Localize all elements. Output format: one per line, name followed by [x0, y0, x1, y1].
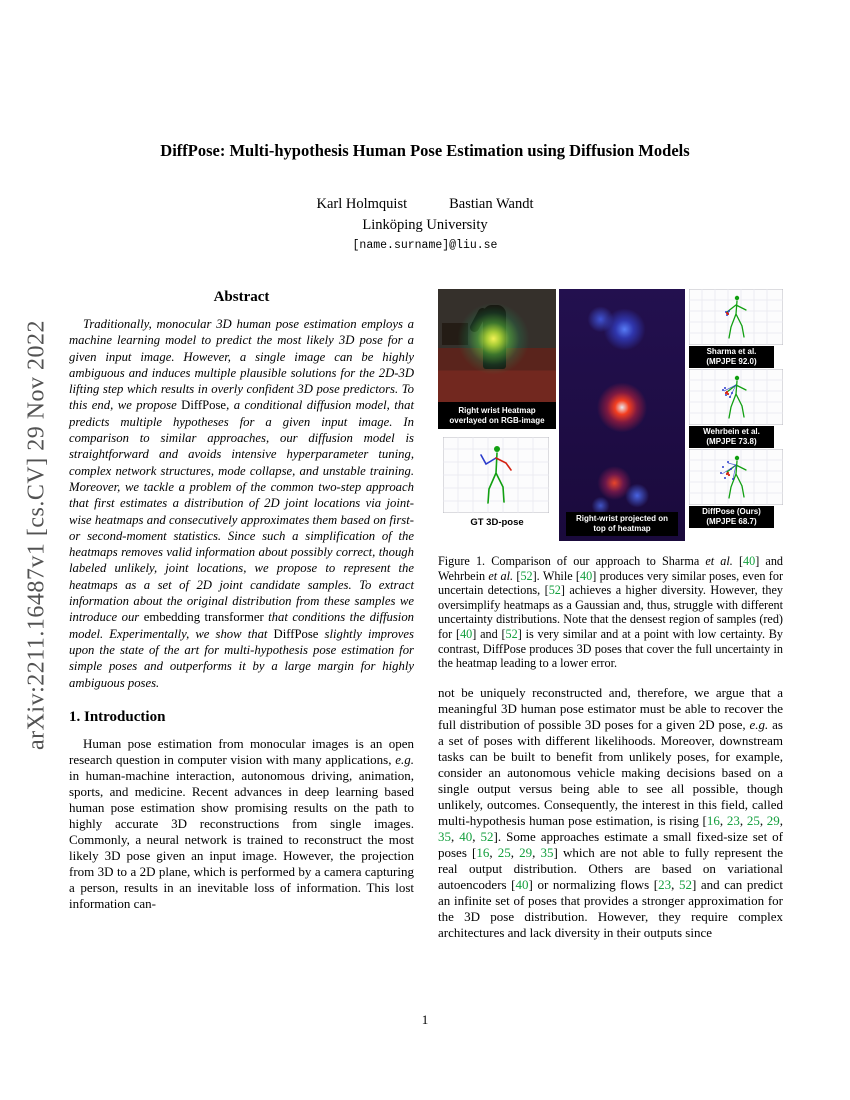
citation-link[interactable]: 52 — [548, 583, 561, 598]
page-number: 1 — [421, 1012, 429, 1027]
citation-link[interactable]: 52 — [505, 626, 518, 641]
text-run: , — [532, 844, 541, 860]
rgb-heatmap-image — [438, 289, 556, 402]
citation-link[interactable]: 29 — [766, 812, 780, 828]
citation-link[interactable]: 52 — [678, 876, 692, 892]
text-run: Traditionally, monocular 3D human pose estimation employs a machine learning model to predict the most likely 3D pose for a given input image. However, a single image can be highly ambiguous and induces multiple plausible solutions for the 2D-3D lifting step which results in overly confident 3D pose predictors. To this end, we propose — [69, 317, 414, 413]
citation-link[interactable]: 40 — [743, 554, 756, 568]
author-email: [name.surname]@liu.se — [352, 239, 498, 252]
text-run: ]. Some approaches estimate a small fixed-size set of poses [ — [438, 828, 784, 860]
text-run: [ — [513, 568, 521, 583]
text-run: ] produces very similar poses, even for uncertain detections, [ — [438, 568, 784, 598]
citation-link[interactable]: 23 — [726, 812, 740, 828]
text-run: in human-machine interaction, autonomous driving, animation, sports, and medicine. Recent advances in deep learning based human pose estimation show promising results on the path to highly accurate 3D reconstructions from single images. Commonly, a neural network is trained to reconstruct the most likely 3D pose given an input image. However, the projection from 3D to a 2D plane, which is performed by a camera capturing a person, results in an inevitable loss of information. This lost information can- — [69, 767, 414, 911]
text-run: [ — [732, 554, 744, 568]
gt-pose-skeleton-icon — [443, 437, 549, 513]
text-run: slightly improves upon the state of the art for multi-hypothesis pose estimation for simple poses and outperforms it by a large margin for highly ambiguous poses. — [69, 626, 414, 690]
diffpose-pose-plot — [689, 449, 783, 505]
citation-link[interactable]: 25 — [746, 812, 760, 828]
text-run: ] and Wehrbein — [438, 554, 784, 583]
text-run: , — [671, 876, 679, 892]
gt-pose-label: GT 3D-pose — [470, 517, 524, 528]
text-run: ] achieves a higher diversity. However, they oversimplify heatmaps as a Gaussian and, thus, struggle with different uncertainty distributions. Note that the densest region of samples (red) for [ — [438, 583, 784, 641]
text-run: as a set of poses with different likelihoods. Moreover, downstream tasks can be built to benefit from unlikely poses, for example, consider an autonomous vehicle making decisions based on a single output versus being able to see all possible, though unlikely, outcomes. Consequently, the interest in this field, called multi-hypothesis human pose estimation, is rising [ — [438, 716, 783, 828]
citation-link[interactable]: 25 — [497, 844, 511, 860]
paper-title: DiffPose: Multi-hypothesis Human Pose Estimation using Diffusion Models — [160, 141, 690, 160]
text-run: ]. While [ — [532, 568, 580, 583]
text-run: ] and can predict an infinite set of poses that provides a stronger approximation for the 3D pose distribution. However, they require complex architectures and lack diversity in their outputs since — [438, 876, 783, 940]
text-run: , — [719, 812, 727, 828]
figure-1-caption — [438, 554, 783, 671]
citation-link[interactable]: 23 — [658, 876, 672, 892]
right-column — [438, 289, 783, 941]
two-column-body — [69, 289, 783, 941]
citation-link[interactable]: 16 — [476, 844, 490, 860]
text-run: , a conditional diffusion model, that predicts multiple hypotheses for a given input image. In comparison to similar approaches, our diffusion model is straightforward and avoids intensive hyperparameter tuning, complex network structures, mode collapse, and unstable training. Moreover, we tackle a problem of the common two-step approach that first estimates a distribution of 2D joint locations via joint-wise heatmaps and consecutively approximates them based on first- or second-moment statistics. Since such a simplification of the heatmaps removes valid information about possibly correct, though labeled unlikely, joint locations, we propose to represent the heatmaps as a set of 2D joint candidate samples. To extract information about the original distribution from these samples we introduce our — [69, 398, 415, 625]
text-run: DiffPose — [181, 398, 227, 413]
citation-link[interactable]: 16 — [706, 812, 720, 828]
text-run: , — [472, 828, 481, 844]
text-run: et al. — [705, 554, 733, 568]
text-run: , — [451, 828, 460, 844]
text-run: ] which are not able to fully represent the real output distribution. Others are based on variational autoencoders [ — [438, 844, 784, 892]
text-run: , — [759, 812, 767, 828]
diffpose-label: DiffPose (Ours) (MPJPE 68.7) — [689, 506, 774, 528]
wehrbein-pose-skeleton-icon — [689, 369, 783, 425]
citation-link[interactable]: 40 — [515, 876, 529, 892]
diffpose-pose-skeleton-icon — [689, 449, 783, 505]
text-run: e.g. — [395, 751, 414, 767]
text-run: DiffPose — [273, 626, 319, 641]
wehrbein-pose-plot — [689, 369, 783, 425]
citation-link[interactable]: 35 — [540, 844, 554, 860]
gt-3d-pose-plot — [443, 437, 549, 513]
figure-1 — [438, 289, 783, 541]
text-run: , — [510, 844, 520, 860]
wrist-heatmap-image — [559, 289, 685, 541]
section-heading-introduction: 1. Introduction — [69, 708, 166, 725]
text-run: embedding transformer — [143, 610, 264, 625]
photo-label: Right wrist Heatmap overlayed on RGB-image — [438, 402, 556, 429]
citation-link[interactable]: 52 — [480, 828, 494, 844]
text-run: Figure 1. Comparison of our approach to Sharma — [438, 554, 706, 568]
arxiv-stamp: arXiv:2211.16487v1 [cs.CV] 29 Nov 2022 — [23, 319, 50, 751]
citation-link[interactable]: 40 — [460, 626, 473, 641]
text-run: ] or normalizing flows [ — [528, 876, 659, 892]
body-paragraph — [438, 685, 783, 941]
text-run: ] is very similar and at a point with low certainty. By contrast, DiffPose produces 3D poses that cover the full uncertainty in the heatmap leading to a lower error. — [438, 626, 783, 671]
sharma-label: Sharma et al. (MPJPE 92.0) — [689, 346, 774, 368]
text-run: Human pose estimation from monocular images is an open research question in computer vision with many applications, — [69, 735, 414, 767]
sharma-pose-plot — [689, 289, 783, 345]
left-column — [69, 289, 414, 941]
author-name-1: Karl Holmquist — [316, 196, 408, 212]
text-run: , — [489, 844, 498, 860]
affiliation: Linköping University — [362, 217, 488, 233]
citation-link[interactable]: 35 — [438, 828, 451, 844]
text-run: not be uniquely reconstructed and, therefore, we argue that a meaningful 3D human pose estimator must be able to recover the full distribution of possible 3D poses for a given 2D pose, — [438, 684, 783, 732]
abstract-text — [69, 316, 414, 691]
heatmap-label: Right-wrist projected on top of heatmap — [566, 512, 678, 536]
text-run: ] and [ — [472, 626, 506, 641]
citation-link[interactable]: 40 — [580, 568, 593, 583]
abstract-heading: Abstract — [213, 289, 270, 305]
text-run: , — [779, 812, 784, 828]
wehrbein-label: Wehrbein et al. (MPJPE 73.8) — [689, 426, 774, 448]
citation-link[interactable]: 40 — [459, 828, 473, 844]
text-run: e.g. — [749, 716, 769, 732]
author-name-2: Bastian Wandt — [449, 196, 534, 212]
sharma-pose-skeleton-icon — [689, 289, 783, 345]
text-run: that conditions the diffusion model. Experimentally, we show that — [69, 610, 415, 641]
intro-paragraph — [69, 736, 414, 912]
text-run: , — [739, 812, 747, 828]
text-run: et al. — [488, 568, 514, 583]
citation-link[interactable]: 29 — [519, 844, 533, 860]
wrist-heatmap-overlay — [438, 289, 556, 402]
authors-line — [0, 196, 850, 213]
citation-link[interactable]: 52 — [520, 568, 533, 583]
